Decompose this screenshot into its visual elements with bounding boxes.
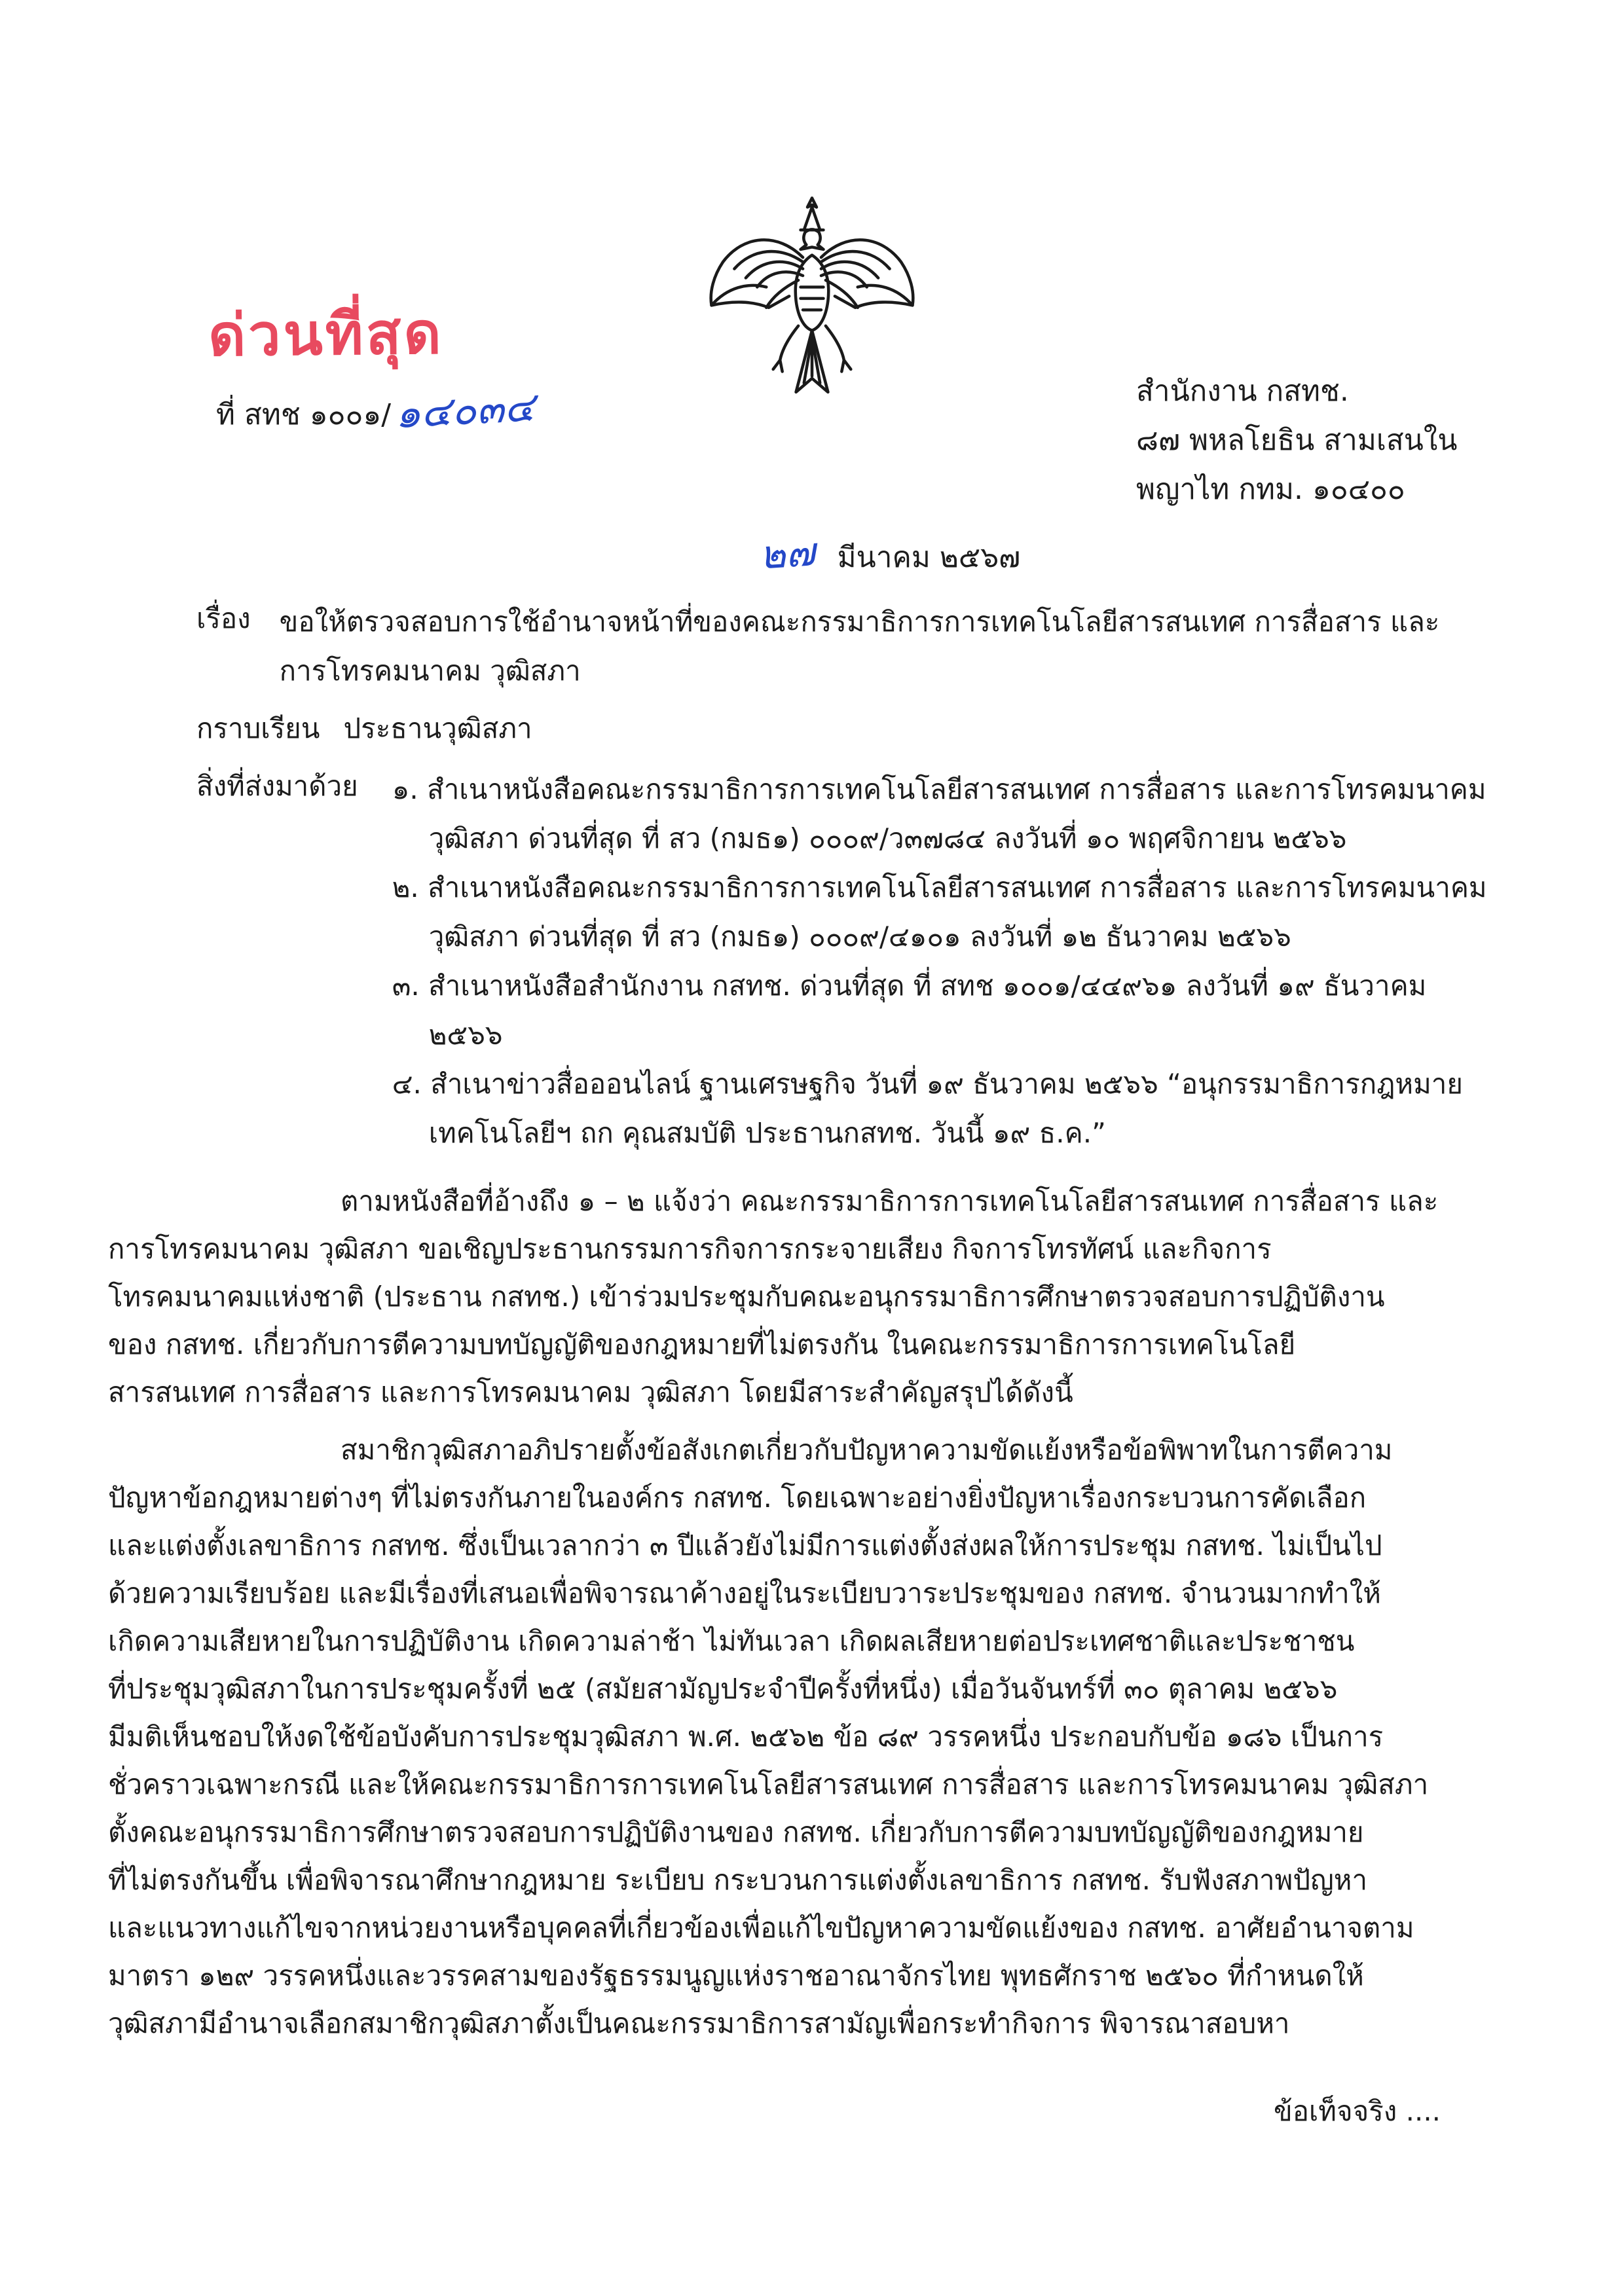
attachment-line: วุฒิสภา ด่วนที่สุด ที่ สว (กมธ๑) ๐๐๐๙/๔๑๐๑ ลงวันที่ ๑๒ ธันวาคม ๒๕๖๖ <box>428 920 1291 953</box>
salutation <box>196 707 532 750</box>
subject-line: การโทรคมนาคม วุฒิสภา <box>279 655 581 687</box>
body-line: การโทรคมนาคม วุฒิสภา ขอเชิญประธานกรรมการกิจการกระจายเสียง กิจการโทรทัศน์ และกิจการ <box>108 1233 1272 1265</box>
subject-label: เรื่อง <box>196 602 251 634</box>
attachment-line: วุฒิสภา ด่วนที่สุด ที่ สว (กมธ๑) ๐๐๐๙/ว๓๗๘๔ ลงวันที่ ๑๐ พฤศจิกายน ๒๕๖๖ <box>428 822 1347 854</box>
reference-number-line <box>216 378 535 443</box>
reference-number-handwritten: ๑๔๐๓๔ <box>394 382 536 438</box>
attachment-line: ๓. สำเนาหนังสือสำนักงาน กสทช. ด่วนที่สุด ที่ สทช ๑๐๐๑/๔๔๙๖๑ ลงวันที่ ๑๙ ธันวาคม <box>392 970 1427 1002</box>
body-line: ชั่วคราวเฉพาะกรณี และให้คณะกรรมาธิการการเทคโนโลยีสารสนเทศ การสื่อสาร และการโทรคมนาคม วุฒิสภา <box>108 1768 1429 1800</box>
attachments-block <box>196 765 1487 1157</box>
body-line: วุฒิสภามีอำนาจเลือกสมาชิกวุฒิสภาตั้งเป็นคณะกรรมาธิการสามัญเพื่อกระทำกิจการ พิจารณาสอบหา <box>108 2007 1290 2039</box>
date-day-handwritten: ๒๗ <box>758 529 817 579</box>
body-paragraph-2 <box>108 1426 1428 2047</box>
body-line: ที่ไม่ตรงกันขึ้น เพื่อพิจารณาศึกษากฎหมาย ระเบียบ กระบวนการแต่งตั้งเลขาธิการ กสทช. รับฟังสภาพปัญหา <box>108 1864 1368 1896</box>
date-text: มีนาคม ๒๕๖๗ <box>837 541 1021 574</box>
body-line: ตั้งคณะอนุกรรมาธิการศึกษาตรวจสอบการปฏิบัติงานของ กสทช. เกี่ยวกับการตีความบทบัญญัติของกฎหมาย <box>108 1816 1364 1848</box>
office-address-line: สำนักงาน กสทช. <box>1136 374 1349 408</box>
body-line: ด้วยความเรียบร้อย และมีเรื่องที่เสนอเพื่อพิจารณาค้างอยู่ในระเบียบวาระประชุมของ กสทช. จำนวนมากทำให้ <box>108 1577 1381 1609</box>
attachment-line: เทคโนโลยีฯ ถก คุณสมบัติ ประธานกสทช. วันนี้ ๑๙ ธ.ค.” <box>428 1117 1106 1149</box>
body-line: โทรคมนาคมแห่งชาติ (ประธาน กสทช.) เข้าร่วมประชุมกับคณะอนุกรรมาธิการศึกษาตรวจสอบการปฏิบัติงาน <box>108 1281 1385 1313</box>
subject-line: ขอให้ตรวจสอบการใช้อำนาจหน้าที่ของคณะกรรมาธิการการเทคโนโลยีสารสนเทศ การสื่อสาร และ <box>279 606 1440 638</box>
subject-block <box>196 597 1439 695</box>
garuda-emblem-icon <box>697 191 927 414</box>
salutation-name: ประธานวุฒิสภา <box>343 712 532 744</box>
attachment-line: ๒๕๖๖ <box>428 1019 503 1051</box>
body-line: ปัญหาข้อกฎหมายต่างๆ ที่ไม่ตรงกันภายในองค์กร กสทช. โดยเฉพาะอย่างยิ่งปัญหาเรื่องกระบวนการคัดเลือก <box>108 1482 1367 1514</box>
office-address-line: พญาไท กทม. ๑๐๔๐๐ <box>1136 473 1405 506</box>
continuation-marker: ข้อเท็จจริง .... <box>1274 2095 1441 2127</box>
reference-number-prefix: ที่ สทช ๑๐๐๑/ <box>216 398 392 431</box>
attachments-label: สิ่งที่ส่งมาด้วย <box>196 770 358 802</box>
subject-text <box>280 597 1440 695</box>
body-line: ที่ประชุมวุฒิสภาในการประชุมครั้งที่ ๒๕ (สมัยสามัญประจำปีครั้งที่หนึ่ง) เมื่อวันจันทร์ที่ ๓๐ ตุลาคม ๒๕๖๖ <box>108 1673 1338 1705</box>
attachment-line: ๑. สำเนาหนังสือคณะกรรมาธิการการเทคโนโลยีสารสนเทศ การสื่อสาร และการโทรคมนาคม <box>392 773 1486 805</box>
body-line: มีมติเห็นชอบให้งดใช้ข้อบังคับการประชุมวุฒิสภา พ.ศ. ๒๕๖๒ ข้อ ๘๙ วรรคหนึ่ง ประกอบกับข้อ ๑๘๖ เป็นการ <box>108 1721 1384 1753</box>
body-line: มาตรา ๑๒๙ วรรคหนึ่งและวรรคสามของรัฐธรรมนูญแห่งราชอาณาจักรไทย พุทธศักราช ๒๕๖๐ ที่กำหนดให้ <box>108 1959 1364 1992</box>
body-line: ตามหนังสือที่อ้างถึง ๑ – ๒ แจ้งว่า คณะกรรมาธิการการเทคโนโลยีสารสนเทศ การสื่อสาร และ <box>341 1185 1439 1217</box>
body-paragraph-1 <box>108 1177 1438 1416</box>
body-line: ของ กสทช. เกี่ยวกับการตีความบทบัญญัติของกฎหมายที่ไม่ตรงกัน ในคณะกรรมาธิการการเทคโนโลยี <box>108 1328 1296 1360</box>
attachments-list <box>392 765 1487 1157</box>
body-line: และแนวทางแก้ไขจากหน่วยงานหรือบุคคลที่เกี่ยวข้องเพื่อแก้ไขปัญหาความขัดแย้งของ กสทช. อาศัยอำนาจตาม <box>108 1912 1414 1944</box>
attachment-line: ๔. สำเนาข่าวสื่อออนไลน์ ฐานเศรษฐกิจ วันที่ ๑๙ ธันวาคม ๒๕๖๖ “อนุกรรมาธิการกฎหมาย <box>392 1068 1463 1100</box>
body-line: และแต่งตั้งเลขาธิการ กสทช. ซึ่งเป็นเวลากว่า ๓ ปีแล้วยังไม่มีการแต่งตั้งส่งผลให้การประชุม กสทช. ไม่เป็นไป <box>108 1529 1382 1561</box>
body-line: สารสนเทศ การสื่อสาร และการโทรคมนาคม วุฒิสภา โดยมีสาระสำคัญสรุปได้ดังนี้ <box>108 1376 1073 1408</box>
body-line: เกิดความเสียหายในการปฏิบัติงาน เกิดความล่าช้า ไม่ทันเวลา เกิดผลเสียหายต่อประเทศชาติและประชาชน <box>108 1625 1355 1657</box>
salutation-label: กราบเรียน <box>196 712 320 744</box>
body-line: สมาชิกวุฒิสภาอภิปรายตั้งข้อสังเกตเกี่ยวกับปัญหาความขัดแย้งหรือข้อพิพาทในการตีความ <box>341 1434 1393 1466</box>
date-line <box>760 522 1020 585</box>
office-address-line: ๘๗ พหลโยธิน สามเสนใน <box>1136 424 1458 457</box>
attachment-line: ๒. สำเนาหนังสือคณะกรรมาธิการการเทคโนโลยีสารสนเทศ การสื่อสาร และการโทรคมนาคม <box>392 871 1487 903</box>
urgency-stamp: ด่วนที่สุด <box>208 299 445 369</box>
office-address-block <box>1136 367 1457 514</box>
